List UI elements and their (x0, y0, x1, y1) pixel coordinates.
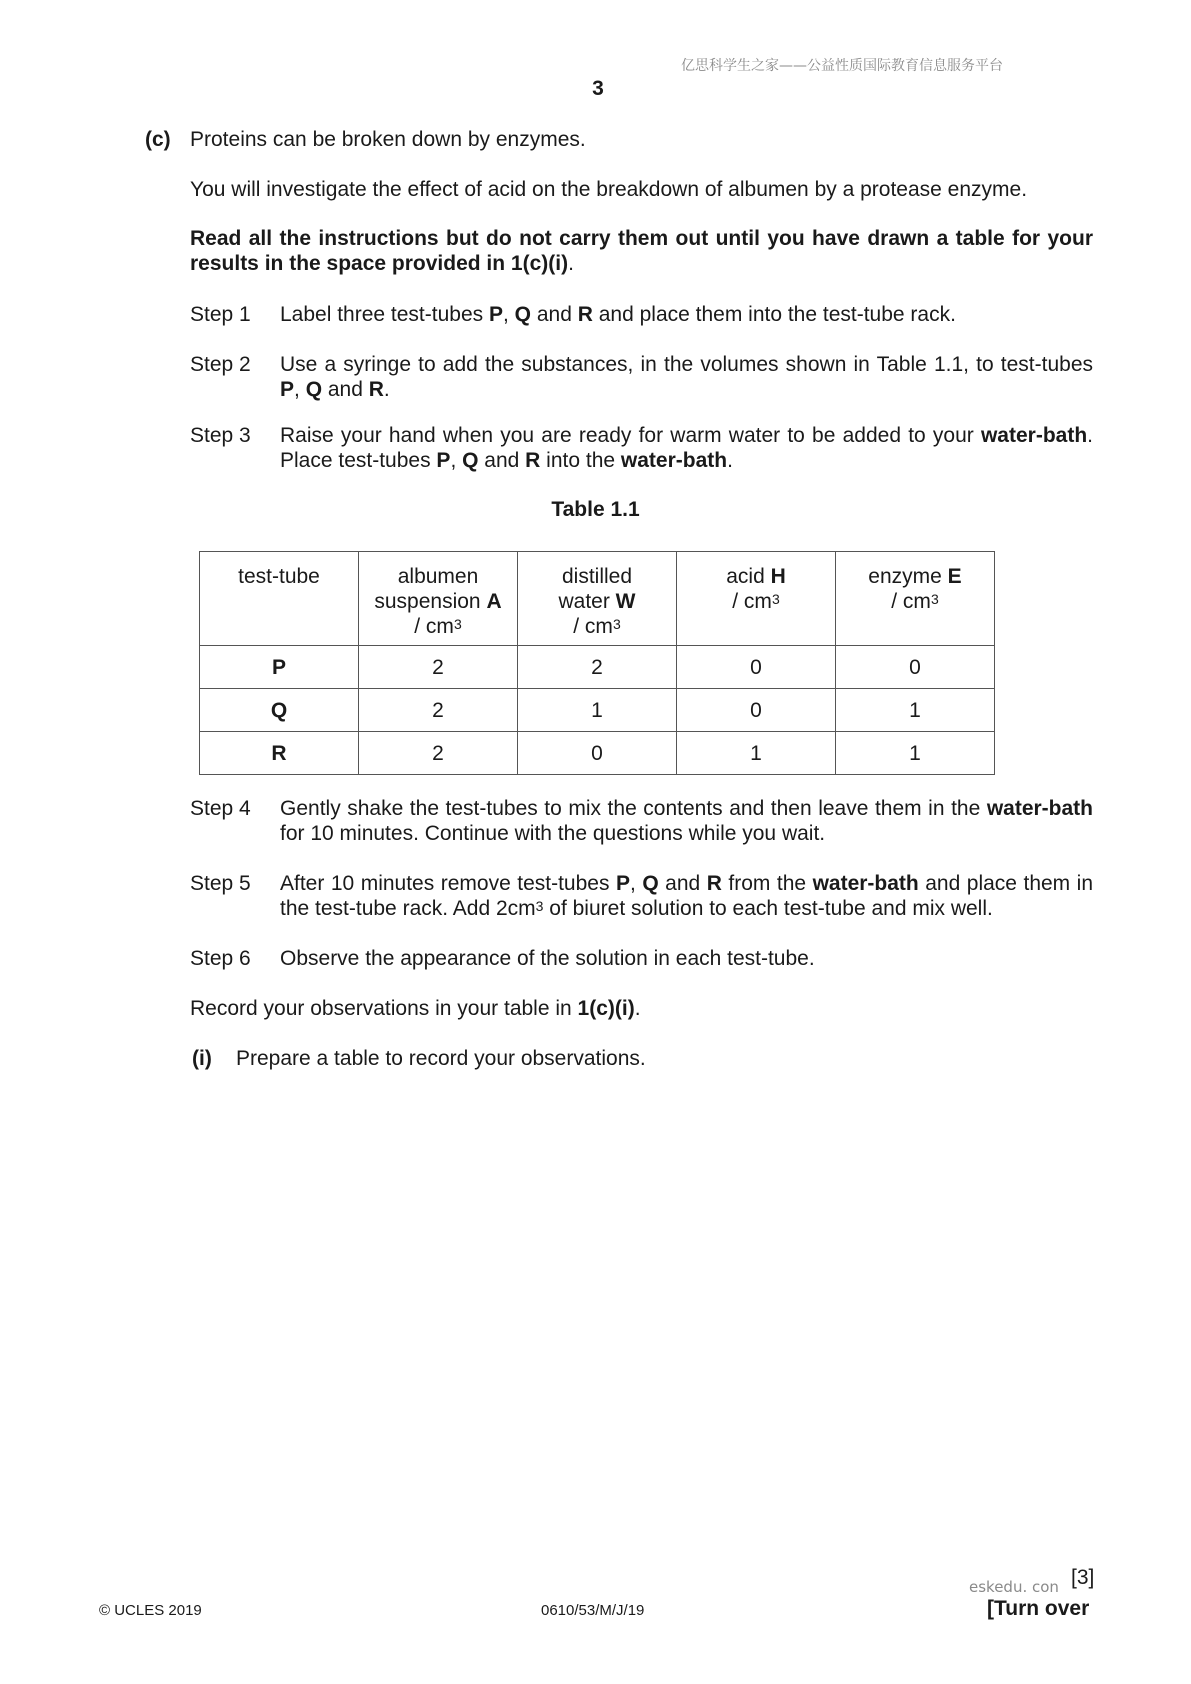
value-cell: 1 (518, 689, 677, 732)
value-cell: 0 (677, 689, 836, 732)
turn-over: [Turn over (987, 1597, 1090, 1620)
step-text: Label three test-tubes P, Q and R and place them into the test-tube rack. (280, 303, 956, 326)
step-label: Step 1 (190, 303, 251, 326)
instruction-bold: Read all the instructions but do not carry them out until you have drawn a table for your results in the space provided in 1(c)(i) (190, 227, 1093, 275)
value-cell: 1 (836, 732, 995, 775)
step-text: Gently shake the test-tubes to mix the contents and then leave them in the water-bath for 10 minutes. Continue with the questions while you wait. (280, 797, 1093, 845)
value-cell: 2 (359, 732, 518, 775)
tube-cell: P (200, 646, 359, 689)
table-caption: Table 1.1 (551, 498, 640, 521)
header-enzyme: enzyme E / $cm^3$ (836, 552, 995, 646)
instruction-end: . (568, 252, 574, 275)
table-header-row (200, 552, 995, 646)
sub-part-text: Prepare a table to record your observations. (236, 1047, 646, 1070)
step-label: Step 4 (190, 797, 251, 820)
intro-text: Proteins can be broken down by enzymes. (190, 128, 586, 151)
value-cell: 1 (836, 689, 995, 732)
tube-cell: R (200, 732, 359, 775)
table-row (200, 732, 995, 775)
sub-part-label: (i) (192, 1047, 212, 1070)
table-row (200, 689, 995, 732)
volumes-table (199, 551, 995, 775)
part-label: (c) (145, 128, 171, 151)
header-distilled-water: distilled water W / $cm^3$ (518, 552, 677, 646)
value-cell: 2 (518, 646, 677, 689)
header-albumen: albumen suspension A / $cm^3$ (359, 552, 518, 646)
copyright: © UCLES 2019 (99, 1602, 202, 1619)
value-cell: 0 (836, 646, 995, 689)
tube-cell: Q (200, 689, 359, 732)
value-cell: 0 (677, 646, 836, 689)
header-acid: acid H / $cm^3$ (677, 552, 836, 646)
step-text: After 10 minutes remove test-tubes P, Q and R from the water-bath and place them in the test-tube rack. Add $2cm^3$ of biuret solution to each test-tube and mix well. (280, 872, 1094, 920)
value-cell: 0 (518, 732, 677, 775)
investigate-text: You will investigate the effect of acid on the breakdown of albumen by a protease enzyme. (190, 178, 1028, 201)
watermark-bottom: eskedu. con (969, 1578, 1059, 1596)
marks: [3] (1071, 1566, 1095, 1589)
instruction-paragraph (190, 226, 1093, 276)
value-cell: 2 (359, 646, 518, 689)
paper-code: 0610/53/M/J/19 (541, 1602, 645, 1619)
step-label: Step 2 (190, 353, 251, 376)
step-label: Step 6 (190, 947, 251, 970)
step-text: Use a syringe to add the substances, in the volumes shown in Table 1.1, to test-tubes P, Q and R. (280, 353, 1093, 401)
watermark-top: 亿思科学生之家——公益性质国际教育信息服务平台 (681, 58, 1003, 74)
value-cell: 2 (359, 689, 518, 732)
record-text: Record your observations in your table in 1(c)(i). (190, 997, 641, 1020)
step-label: Step 5 (190, 872, 251, 895)
step-text: Raise your hand when you are ready for warm water to be added to your water-bath. Place test-tubes P, Q and R into the water-bath. (280, 424, 1093, 472)
step-label: Step 3 (190, 424, 251, 447)
table-row (200, 646, 995, 689)
value-cell: 1 (677, 732, 836, 775)
page-number: 3 (592, 77, 604, 100)
header-test-tube: test-tube (200, 552, 359, 646)
step-text: Observe the appearance of the solution in each test-tube. (280, 947, 815, 970)
